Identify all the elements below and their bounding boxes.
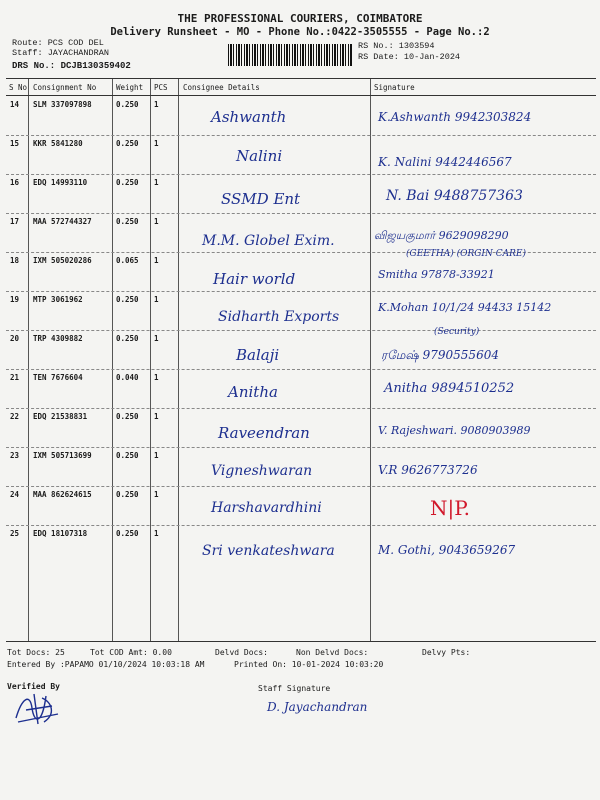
row-consignee: Sidharth Exports [218, 309, 340, 325]
row-pcs: 1 [154, 178, 159, 187]
row-pcs: 1 [154, 139, 159, 148]
row-consignment-no: EDQ 14993110 [33, 178, 88, 187]
delvd-docs: Delvd Docs: [215, 648, 268, 657]
drs-number: DRS No.: DCJB130359402 [12, 61, 131, 71]
row-pcs: 1 [154, 490, 159, 499]
row-pcs: 1 [154, 529, 159, 538]
row-consignment-no: SLM 337097898 [33, 100, 92, 109]
row-consignee: Vigneshwaran [211, 463, 313, 479]
row-signature-note: (Security) [434, 327, 480, 337]
row-pcs: 1 [154, 217, 159, 226]
row-signature: K.Ashwanth 9942303824 [378, 110, 532, 124]
row-signature: V.R 9626773726 [378, 463, 478, 477]
row-pcs: 1 [154, 295, 159, 304]
row-pcs: 1 [154, 412, 159, 421]
row-weight: 0.250 [116, 334, 139, 343]
row-weight: 0.250 [116, 295, 139, 304]
table-row [6, 213, 596, 253]
row-signature: விஜயகுமார் 9629098290 [374, 229, 509, 242]
row-weight: 0.250 [116, 490, 139, 499]
row-consignee: Hair world [213, 270, 296, 288]
staff-label: Staff: JAYACHANDRAN [12, 48, 109, 58]
row-signature: M. Gothi, 9043659267 [378, 543, 516, 557]
row-consignee: Ashwanth [211, 108, 287, 126]
row-sno: 17 [10, 217, 20, 226]
row-pcs: 1 [154, 451, 159, 460]
row-signature: K. Nalini 9442446567 [378, 155, 512, 169]
row-weight: 0.250 [116, 412, 139, 421]
row-weight: 0.250 [116, 451, 139, 460]
row-consignment-no: TRP 4309882 [33, 334, 83, 343]
col-consignee-details: Consignee Details [183, 83, 260, 92]
row-sno: 23 [10, 451, 20, 460]
row-sno: 25 [10, 529, 20, 538]
table-row [6, 486, 596, 526]
rs-date: RS Date: 10-Jan-2024 [358, 52, 461, 62]
col-consignment-no: Consignment No [33, 83, 97, 92]
staff-signature: D. Jayachandran [267, 700, 368, 714]
row-consignment-no: MTP 3061962 [33, 295, 83, 304]
row-pcs: 1 [154, 334, 159, 343]
table-row [6, 249, 596, 292]
non-delvd-docs: Non Delvd Docs: [296, 648, 369, 657]
row-sno: 15 [10, 139, 20, 148]
table-row [6, 135, 596, 175]
row-consignment-no: EDQ 21538831 [33, 412, 88, 421]
row-sno: 22 [10, 412, 20, 421]
row-signature: Anitha 9894510252 [384, 381, 515, 396]
row-pcs: 1 [154, 373, 159, 382]
row-sno: 19 [10, 295, 20, 304]
staff-signature-label: Staff Signature [258, 684, 331, 693]
row-consignment-no: KKR 5841280 [33, 139, 83, 148]
row-consignee: Sri venkateshwara [202, 543, 335, 559]
col-weight: Weight [116, 83, 144, 92]
table-row [6, 327, 596, 370]
row-signature: ரமேஷ் 9790555604 [381, 348, 499, 362]
row-consignment-no: MAA 862624615 [33, 490, 92, 499]
row-consignee: Anitha [228, 383, 278, 401]
col-signature: Signature [374, 83, 415, 92]
col-pcs: PCS [154, 83, 168, 92]
table-row [6, 408, 596, 448]
row-consignee: Balaji [236, 346, 280, 364]
row-weight: 0.250 [116, 100, 139, 109]
entered-by: Entered By :PAPAMO 01/10/2024 10:03:18 AM [7, 660, 205, 669]
tot-docs: Tot Docs: 25 [7, 648, 65, 657]
runsheet-table [6, 78, 596, 642]
table-row [6, 369, 596, 409]
row-sno: 21 [10, 373, 20, 382]
row-sno: 24 [10, 490, 20, 499]
row-consignee: Nalini [236, 147, 283, 165]
row-weight: 0.250 [116, 217, 139, 226]
row-consignment-no: TEN 7676604 [33, 373, 83, 382]
table-row [6, 174, 596, 214]
row-sno: 18 [10, 256, 20, 265]
rs-number: RS No.: 1303594 [358, 41, 435, 51]
verified-by-label: Verified By [7, 682, 60, 691]
printed-on: Printed On: 10-01-2024 10:03:20 [234, 660, 384, 669]
document-title: THE PROFESSIONAL COURIERS, COIMBATORE [177, 12, 423, 25]
verified-signature [12, 688, 62, 728]
row-sno: 20 [10, 334, 20, 343]
row-pcs: 1 [154, 256, 159, 265]
barcode [228, 44, 352, 66]
col-sno: S No [9, 83, 28, 92]
row-sno: 16 [10, 178, 20, 187]
row-weight: 0.065 [116, 256, 139, 265]
row-consignment-no: EDQ 18107318 [33, 529, 88, 538]
row-consignment-no: MAA 572744327 [33, 217, 92, 226]
row-weight: 0.040 [116, 373, 139, 382]
row-signature: K.Mohan 10/1/24 94433 15142 [378, 301, 552, 314]
row-signature: Smitha 97878-33921 [378, 268, 495, 281]
row-sno: 14 [10, 100, 20, 109]
row-consignee: Raveendran [218, 424, 310, 442]
table-header [6, 79, 596, 96]
row-signature: N|P. [430, 496, 470, 520]
row-pcs: 1 [154, 100, 159, 109]
row-consignee: SSMD Ent [221, 190, 301, 208]
route-label: Route: PCS COD DEL [12, 38, 104, 48]
row-signature: N. Bai 9488757363 [386, 188, 523, 204]
table-row [6, 96, 596, 136]
table-row [6, 447, 596, 487]
delvy-pts: Delvy Pts: [422, 648, 471, 657]
row-consignee: M.M. Globel Exim. [202, 233, 335, 249]
row-weight: 0.250 [116, 178, 139, 187]
row-weight: 0.250 [116, 139, 139, 148]
row-weight: 0.250 [116, 529, 139, 538]
table-row [6, 291, 596, 331]
row-consignee: Harshavardhini [211, 500, 322, 516]
row-consignment-no: IXM 505020286 [33, 256, 92, 265]
tot-cod-amt: Tot COD Amt: 0.00 [90, 648, 172, 657]
row-consignment-no: IXM 505713699 [33, 451, 92, 460]
document-subtitle: Delivery Runsheet - MO - Phone No.:0422-3505555 - Page No.:2 [110, 26, 490, 38]
row-signature-note: (GEETHA) (ORGIN CARE) [406, 249, 526, 259]
row-signature: V. Rajeshwari. 9080903989 [378, 424, 531, 437]
table-row [6, 525, 596, 564]
